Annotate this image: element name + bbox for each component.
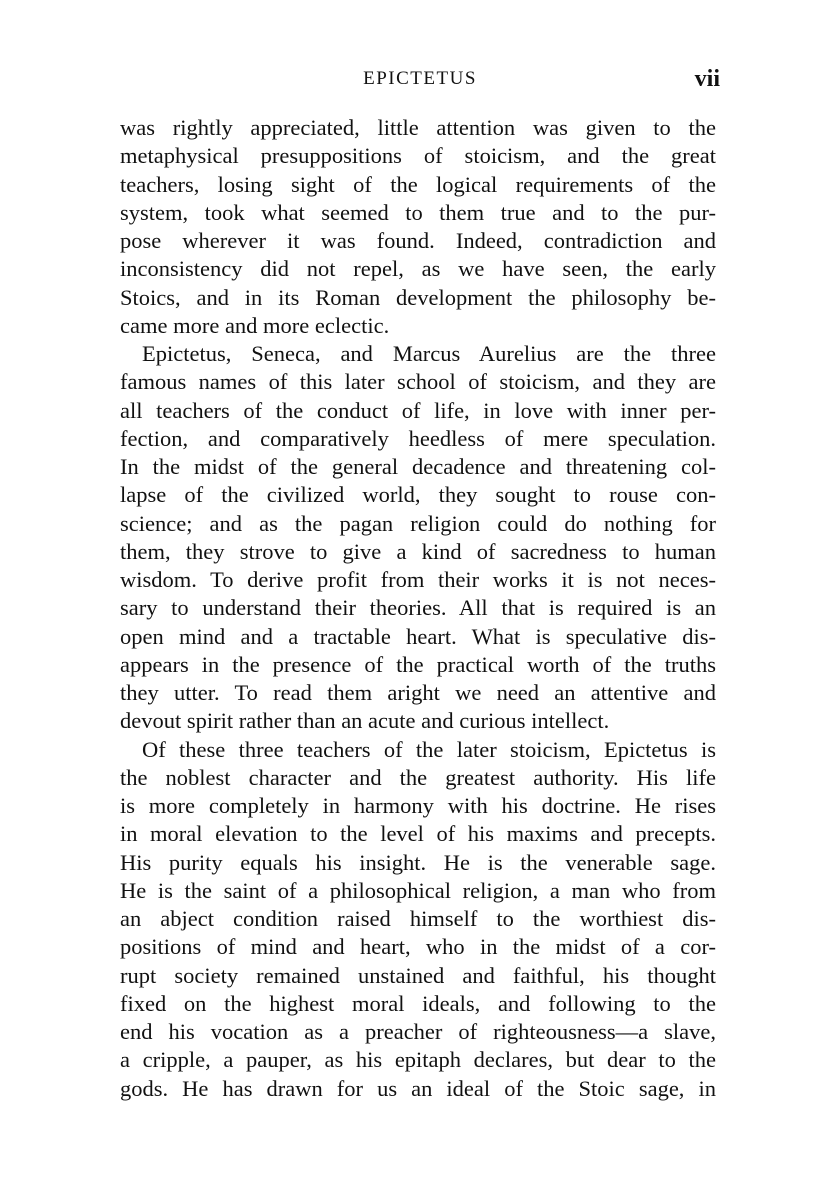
text-line: famous names of this later school of stoicism, and they are — [120, 369, 716, 395]
text-line: His purity equals his insight. He is the venerable sage. — [120, 849, 716, 875]
text-line: He is the saint of a philosophical religion, a man who from — [120, 877, 716, 903]
text-line: In the midst of the general decadence and threatening col- — [120, 454, 716, 479]
text-line: was rightly appreciated, little attention was given to the — [120, 115, 716, 140]
text-line: positions of mind and heart, who in the midst of a cor- — [120, 934, 716, 960]
text-line: open mind and a tractable heart. What is speculative dis- — [120, 623, 716, 649]
text-line: sary to understand their theories. All that is required is an — [120, 595, 716, 621]
text-line: metaphysical presuppositions of stoicism, and the great — [120, 143, 716, 169]
text-line: teachers, losing sight of the logical requirements of the — [120, 171, 716, 197]
text-line: pose wherever it was found. Indeed, contradiction and — [120, 228, 716, 253]
text-line: them, they strove to give a kind of sacredness to human — [120, 538, 716, 564]
text-line: they utter. To read them aright we need an attentive and — [120, 680, 716, 705]
running-title: EPICTETUS — [363, 68, 477, 89]
page-number: vii — [694, 66, 720, 92]
text-line: an abject condition raised himself to the worthiest dis- — [120, 906, 716, 931]
text-line: came more and more eclectic. — [120, 312, 390, 338]
text-line: rupt society remained unstained and faithful, his thought — [120, 962, 716, 988]
text-line: all teachers of the conduct of life, in love with inner per- — [120, 397, 716, 423]
text-line: inconsistency did not repel, as we have seen, the early — [120, 256, 716, 282]
text-line: fixed on the highest moral ideals, and following to the — [120, 990, 716, 1016]
text-line: wisdom. To derive profit from their works it is not neces- — [120, 567, 716, 592]
text-line: Stoics, and in its Roman development the philosophy be- — [120, 284, 716, 310]
body-text — [120, 114, 716, 1103]
text-line: appears in the presence of the practical worth of the truths — [120, 651, 716, 677]
text-line: system, took what seemed to them true and to the pur- — [120, 199, 716, 225]
text-line: gods. He has drawn for us an ideal of the Stoic sage, in — [120, 1075, 716, 1101]
text-line: the noblest character and the greatest authority. His life — [120, 764, 716, 790]
text-line: Of these three teachers of the later stoicism, Epictetus is — [142, 736, 716, 762]
text-line: lapse of the civilized world, they sought to rouse con- — [120, 482, 716, 508]
text-line: science; and as the pagan religion could do nothing for — [120, 510, 716, 536]
text-line: fection, and comparatively heedless of mere speculation. — [120, 425, 716, 451]
text-line: a cripple, a pauper, as his epitaph declares, but dear to the — [120, 1047, 716, 1073]
text-line: in moral elevation to the level of his maxims and precepts. — [120, 821, 716, 847]
text-line: Epictetus, Seneca, and Marcus Aurelius are the three — [142, 341, 716, 366]
text-line: devout spirit rather than an acute and curious intellect. — [120, 708, 610, 734]
text-line: is more completely in harmony with his doctrine. He rises — [120, 793, 716, 818]
text-line: end his vocation as a preacher of righteousness—a slave, — [120, 1019, 716, 1044]
